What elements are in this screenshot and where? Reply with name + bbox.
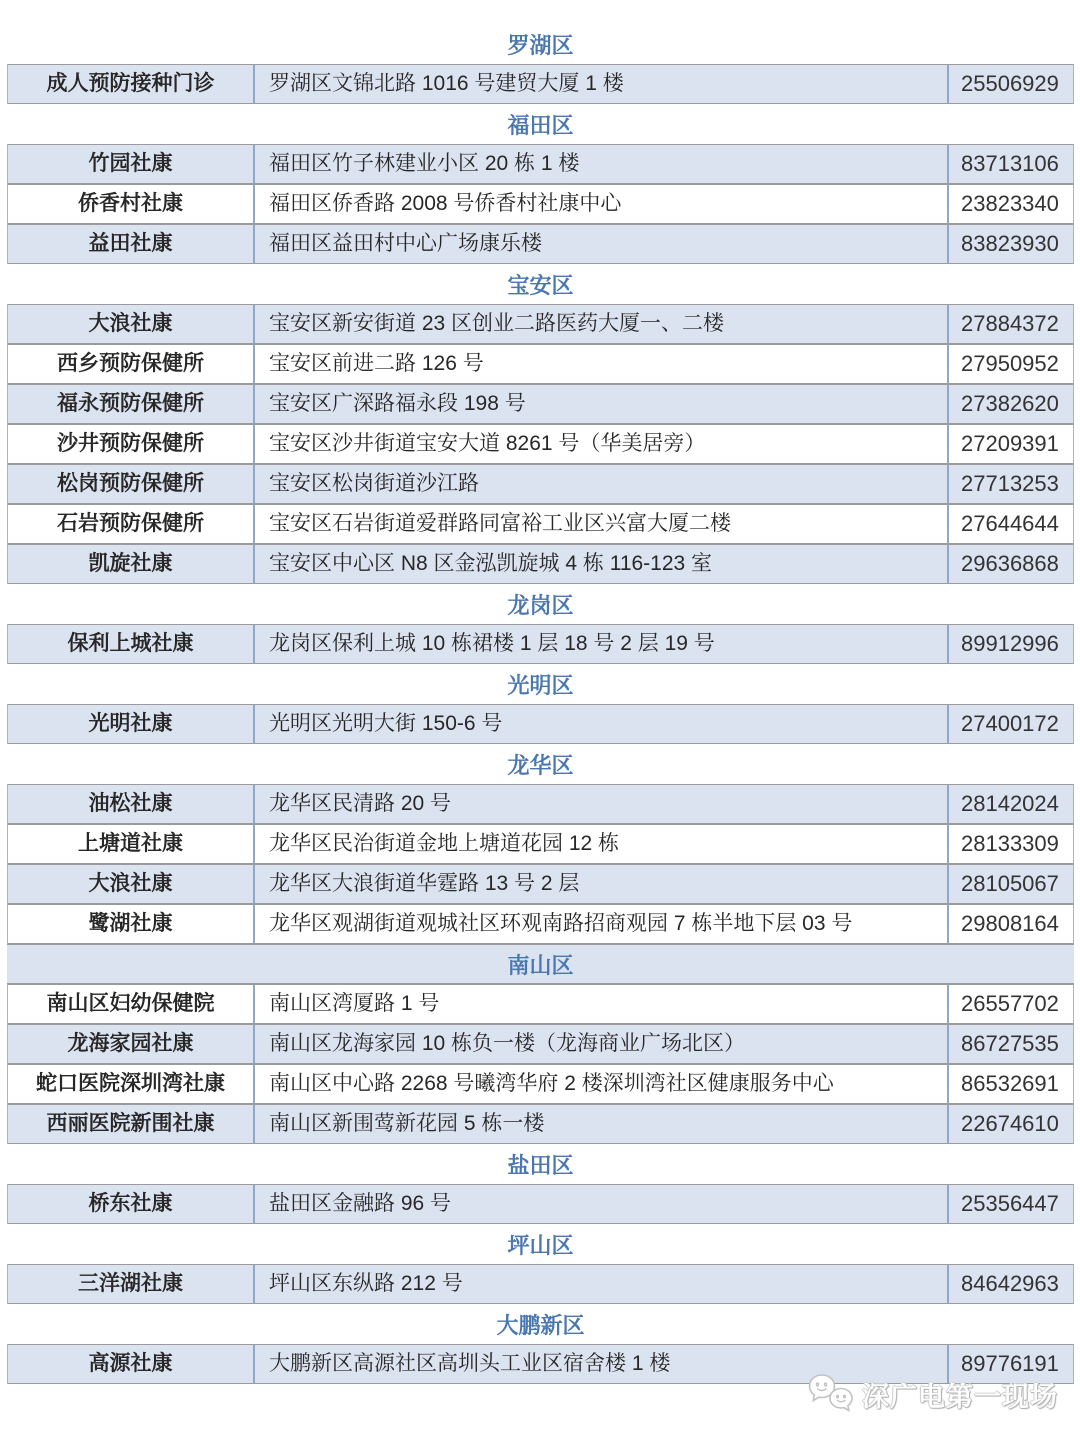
clinic-name-cell: 西丽医院新围社康 xyxy=(46,1112,215,1136)
phone-cell: 28105067 xyxy=(947,865,1073,903)
wechat-bubbles-icon xyxy=(808,1372,854,1416)
table-row xyxy=(7,1024,1074,1064)
address-cell: 罗湖区文锦北路 1016 号建贸大厦 1 楼 xyxy=(253,65,947,103)
address-cell: 宝安区中心区 N8 区金泓凯旋城 4 栋 116-123 室 xyxy=(253,545,947,583)
clinic-name-cell: 益田社康 xyxy=(88,232,173,256)
address-cell: 龙华区大浪街道华霆路 13 号 2 层 xyxy=(253,865,947,903)
phone-cell: 27209391 xyxy=(947,425,1073,463)
table-row xyxy=(7,544,1074,584)
phone-cell: 27644644 xyxy=(947,505,1073,543)
phone-cell: 26557702 xyxy=(947,985,1073,1023)
table-row xyxy=(7,1104,1074,1144)
table-row xyxy=(7,1064,1074,1104)
table-row xyxy=(7,344,1074,384)
table-row xyxy=(7,824,1074,864)
district-header: 龙华区 xyxy=(7,744,1074,784)
table-row xyxy=(7,504,1074,544)
address-cell: 宝安区前进二路 126 号 xyxy=(253,345,947,383)
phone-cell: 25506929 xyxy=(947,65,1073,103)
clinic-name-cell: 成人预防接种门诊 xyxy=(46,72,215,96)
phone-cell: 22674610 xyxy=(947,1105,1073,1143)
table-row xyxy=(7,1264,1074,1304)
clinic-name-cell: 西乡预防保健所 xyxy=(57,352,204,376)
phone-cell: 84642963 xyxy=(947,1265,1073,1303)
district-header: 宝安区 xyxy=(7,264,1074,304)
phone-cell: 25356447 xyxy=(947,1185,1073,1223)
address-cell: 龙岗区保利上城 10 栋裙楼 1 层 18 号 2 层 19 号 xyxy=(253,625,947,663)
clinic-name-cell: 鹭湖社康 xyxy=(88,912,173,936)
address-cell: 光明区光明大街 150-6 号 xyxy=(253,705,947,743)
district-header: 坪山区 xyxy=(7,1224,1074,1264)
address-cell: 南山区新围莺新花园 5 栋一楼 xyxy=(253,1105,947,1143)
clinic-name-cell: 保利上城社康 xyxy=(67,632,194,656)
phone-cell: 89776191 xyxy=(947,1345,1073,1383)
clinic-name-cell: 高源社康 xyxy=(88,1352,173,1376)
clinic-name-cell: 福永预防保健所 xyxy=(57,392,204,416)
clinic-name-cell: 大浪社康 xyxy=(88,872,173,896)
table-row xyxy=(7,904,1074,944)
phone-cell: 83713106 xyxy=(947,145,1073,183)
phone-cell: 29636868 xyxy=(947,545,1073,583)
address-cell: 盐田区金融路 96 号 xyxy=(253,1185,947,1223)
clinic-name-cell: 上塘道社康 xyxy=(78,832,183,856)
district-header: 盐田区 xyxy=(7,1144,1074,1184)
address-cell: 南山区龙海家园 10 栋负一楼（龙海商业广场北区） xyxy=(253,1025,947,1063)
table-row xyxy=(7,64,1074,104)
address-cell: 宝安区松岗街道沙江路 xyxy=(253,465,947,503)
phone-cell: 89912996 xyxy=(947,625,1073,663)
phone-cell: 27382620 xyxy=(947,385,1073,423)
address-cell: 福田区侨香路 2008 号侨香村社康中心 xyxy=(253,185,947,223)
table-row xyxy=(7,304,1074,344)
phone-cell: 29808164 xyxy=(947,905,1073,943)
address-cell: 宝安区广深路福永段 198 号 xyxy=(253,385,947,423)
watermark xyxy=(808,1372,1058,1416)
clinic-name-cell: 大浪社康 xyxy=(88,312,173,336)
address-cell: 福田区竹子林建业小区 20 栋 1 楼 xyxy=(253,145,947,183)
clinic-name-cell: 三洋湖社康 xyxy=(78,1272,183,1296)
clinic-name-cell: 沙井预防保健所 xyxy=(57,432,204,456)
phone-cell: 86532691 xyxy=(947,1065,1073,1103)
phone-cell: 86727535 xyxy=(947,1025,1073,1063)
table-row xyxy=(7,984,1074,1024)
table-row xyxy=(7,144,1074,184)
clinic-name-cell: 凯旋社康 xyxy=(88,552,173,576)
watermark-text: 深广电第一现场 xyxy=(862,1381,1058,1412)
clinic-name-cell: 南山区妇幼保健院 xyxy=(46,992,215,1016)
district-header: 南山区 xyxy=(7,944,1074,984)
clinic-name-cell: 侨香村社康 xyxy=(78,192,183,216)
clinic-name-cell: 竹园社康 xyxy=(88,152,173,176)
address-cell: 福田区益田村中心广场康乐楼 xyxy=(253,225,947,263)
district-header: 光明区 xyxy=(7,664,1074,704)
table-row xyxy=(7,1184,1074,1224)
clinic-name-cell: 油松社康 xyxy=(88,792,173,816)
phone-cell: 27950952 xyxy=(947,345,1073,383)
clinic-name-cell: 松岗预防保健所 xyxy=(57,472,204,496)
table-row xyxy=(7,624,1074,664)
table-row xyxy=(7,704,1074,744)
phone-cell: 27884372 xyxy=(947,305,1073,343)
clinic-name-cell: 蛇口医院深圳湾社康 xyxy=(36,1072,225,1096)
address-cell: 宝安区沙井街道宝安大道 8261 号（华美居旁） xyxy=(253,425,947,463)
clinic-name-cell: 石岩预防保健所 xyxy=(57,512,204,536)
clinic-name-cell: 桥东社康 xyxy=(88,1192,173,1216)
table-row xyxy=(7,184,1074,224)
table-row xyxy=(7,464,1074,504)
address-cell: 大鹏新区高源社区高圳头工业区宿舍楼 1 楼 xyxy=(253,1345,947,1383)
table-row xyxy=(7,224,1074,264)
clinic-table xyxy=(7,24,1074,1384)
phone-cell: 83823930 xyxy=(947,225,1073,263)
phone-cell: 23823340 xyxy=(947,185,1073,223)
phone-cell: 28133309 xyxy=(947,825,1073,863)
address-cell: 龙华区民清路 20 号 xyxy=(253,785,947,823)
clinic-name-cell: 光明社康 xyxy=(88,712,173,736)
address-cell: 龙华区观湖街道观城社区环观南路招商观园 7 栋半地下层 03 号 xyxy=(253,905,947,943)
address-cell: 坪山区东纵路 212 号 xyxy=(253,1265,947,1303)
district-header: 罗湖区 xyxy=(7,24,1074,64)
table-row xyxy=(7,424,1074,464)
address-cell: 龙华区民治街道金地上塘道花园 12 栋 xyxy=(253,825,947,863)
phone-cell: 28142024 xyxy=(947,785,1073,823)
address-cell: 南山区中心路 2268 号曦湾华府 2 楼深圳湾社区健康服务中心 xyxy=(253,1065,947,1103)
phone-cell: 27713253 xyxy=(947,465,1073,503)
address-cell: 宝安区石岩街道爱群路同富裕工业区兴富大厦二楼 xyxy=(253,505,947,543)
table-row xyxy=(7,384,1074,424)
phone-cell: 27400172 xyxy=(947,705,1073,743)
district-header: 龙岗区 xyxy=(7,584,1074,624)
district-header: 大鹏新区 xyxy=(7,1304,1074,1344)
clinic-name-cell: 龙海家园社康 xyxy=(67,1032,194,1056)
district-header: 福田区 xyxy=(7,104,1074,144)
table-row xyxy=(7,864,1074,904)
address-cell: 南山区湾厦路 1 号 xyxy=(253,985,947,1023)
address-cell: 宝安区新安街道 23 区创业二路医药大厦一、二楼 xyxy=(253,305,947,343)
table-row xyxy=(7,784,1074,824)
